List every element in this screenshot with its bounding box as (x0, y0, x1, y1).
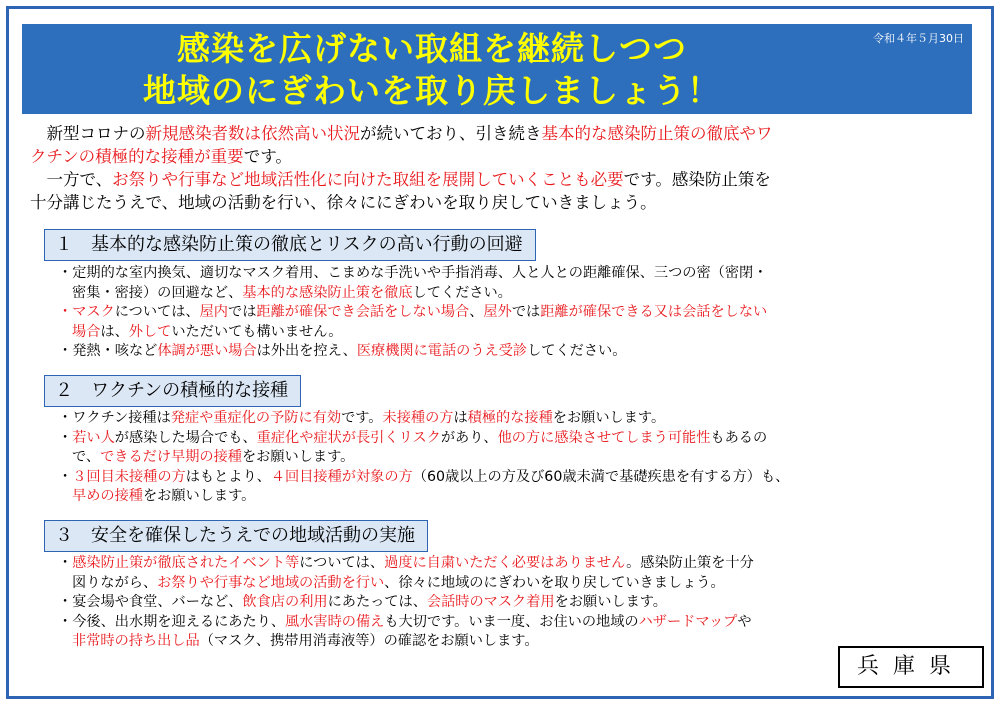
emphasis-text: 体調が悪い場合 (157, 343, 257, 359)
emphasis-text: ３回目未接種の方 (72, 468, 186, 485)
intro-line (30, 191, 975, 214)
body-text: にあたっては、 (327, 594, 427, 610)
body-text: は外出を控え、 (256, 343, 357, 359)
body-text: 新型コロナの (30, 124, 146, 143)
body-text: いただいても構いません。 (171, 323, 343, 340)
emphasis-text: ４回目接種が対象の方 (270, 468, 413, 485)
emphasis-text: 風水害時の備え (285, 613, 385, 630)
body-text: （60歳以上の方及び60歳未満で基礎疾患を有する方）も、 (412, 468, 790, 485)
intro-text (30, 122, 975, 214)
body-text: もあるの (710, 429, 768, 446)
emphasis-text: 若い人 (72, 429, 115, 446)
title-line-2: 地域のにぎわいを取り戻しましょう！ (143, 71, 721, 110)
body-text: では (228, 304, 257, 320)
body-text: は、 (100, 323, 129, 340)
emphasis-text: 医療機関に電話のうえ受診 (356, 343, 528, 359)
emphasis-text: 新規感染者数は依然高い状況 (145, 124, 360, 143)
issue-date: 令和４年５月30日 (873, 32, 964, 45)
emphasis-text: 他の方に感染させてしまう可能性 (497, 429, 711, 446)
body-text: をお願いします。 (142, 488, 256, 504)
body-text: ・ (58, 429, 73, 446)
emphasis-text: ハザードマップ (638, 613, 738, 630)
emphasis-text: 飲食店の利用 (242, 594, 328, 610)
emphasis-text: お祭りや行事など地域活性化に向けた取組を展開していくことも必要 (112, 170, 624, 189)
emphasis-text: 会話時のマスク着用 (426, 594, 555, 610)
body-text: 密集・密接）の回避など、 (72, 284, 243, 301)
section-1-bullets (58, 264, 983, 362)
emphasis-text: ・マスク (58, 304, 115, 320)
emphasis-text: 外して (128, 323, 172, 340)
section-2-heading: ２ ワクチンの積極的な接種 (44, 375, 301, 407)
title-line-1: 感染を広げない取組を継続しつつ (177, 29, 687, 68)
section-3-bullets (58, 554, 983, 652)
body-text: してください。 (527, 343, 627, 359)
emphasis-text: 屋外 (483, 304, 512, 320)
emphasis-text: 基本的な感染防止策の徹底やワ (541, 124, 773, 143)
intro-line (30, 122, 975, 145)
body-text: 。感染防止策を十分 (626, 555, 754, 571)
body-text: ・宴会場や食堂、バーなど、 (58, 594, 243, 610)
bullet-line (58, 487, 983, 507)
bullet-line (58, 468, 983, 488)
section-3-heading: ３ 安全を確保したうえでの地域活動の実施 (44, 520, 428, 552)
emphasis-text: 屋内 (199, 304, 228, 320)
body-text: （マスク、携帯用消毒液等）の確認をお願いします。 (199, 633, 539, 649)
emphasis-text: 重症化や症状が長引くリスク (256, 429, 441, 446)
body-text: 図りながら、 (72, 574, 158, 591)
bullet-line (58, 448, 983, 468)
body-text: は (453, 410, 468, 426)
body-text: ・発熱・咳など (58, 343, 158, 359)
emphasis-text: 基本的な感染防止策を徹底 (242, 284, 413, 301)
body-text: ・定期的な室内換気、適切なマスク着用、こまめな手洗いや手指消毒、人と人との距離確保、三つの密（密閉・ (58, 265, 768, 281)
body-text: ・ (58, 555, 73, 571)
emphasis-text: 積極的な接種 (467, 410, 553, 426)
section-2-bullets (58, 409, 983, 507)
title-banner (22, 24, 972, 114)
body-text: が続いており、引き続き (360, 124, 542, 143)
emphasis-text: お祭りや行事など地域の活動を行い (157, 574, 385, 591)
bullet-line (58, 554, 983, 574)
body-text: については、 (299, 555, 385, 571)
body-text: や (737, 613, 752, 630)
emphasis-text: クチンの積極的な接種が重要 (30, 147, 244, 166)
bullet-line (58, 429, 983, 449)
prefecture-stamp: 兵庫県 (838, 646, 984, 688)
body-text: 一方で、 (30, 170, 113, 189)
emphasis-text: 過度に自粛いただく必要はありません (384, 555, 627, 571)
bullet-line (58, 593, 983, 613)
bullet-line (58, 284, 983, 304)
emphasis-text: できるだけ早期の接種 (100, 449, 242, 465)
section-1-heading: １ 基本的な感染防止策の徹底とリスクの高い行動の回避 (44, 229, 536, 261)
emphasis-text: 場合 (72, 323, 101, 340)
body-text: はもとより、 (185, 468, 271, 485)
body-text: をお願いします。 (554, 594, 667, 610)
body-text: ・ (58, 468, 73, 485)
body-text: があり、 (440, 429, 498, 446)
body-text: です。感染防止策を (623, 170, 771, 189)
emphasis-text: 早めの接種 (72, 488, 143, 504)
body-text: をお願いします。 (241, 449, 355, 465)
bullet-line (58, 303, 983, 323)
body-text: が感染した場合でも、 (114, 429, 257, 446)
bullet-line (58, 264, 983, 284)
body-text: をお願いします。 (552, 410, 666, 426)
emphasis-text: 距離が確保できる又は会話をしない (540, 304, 768, 320)
bullet-line (58, 323, 983, 343)
body-text: 十分講じたうえで、地域の活動を行い、徐々ににぎわいを取り戻していきましょう。 (30, 193, 657, 212)
body-text: 、 (469, 304, 484, 320)
body-text: です。 (243, 147, 292, 166)
bullet-line (58, 574, 983, 594)
body-text: については、 (114, 304, 200, 320)
body-text: です。 (341, 410, 383, 426)
emphasis-text: 非常時の持ち出し品 (72, 633, 200, 649)
body-text: 、徐々に地域のにぎわいを取り戻していきましょう。 (384, 574, 725, 591)
bullet-line (58, 613, 983, 633)
emphasis-text: 未接種の方 (382, 410, 454, 426)
body-text: では (511, 304, 541, 320)
body-text: ・今後、出水期を迎えるにあたり、 (58, 613, 286, 630)
emphasis-text: 発症や重症化の予防に有効 (170, 410, 342, 426)
bullet-line (58, 409, 983, 429)
bullet-line (58, 342, 983, 362)
emphasis-text: 距離が確保でき会話をしない場合 (256, 304, 470, 320)
intro-line (30, 168, 975, 191)
intro-line (30, 145, 975, 168)
body-text: も大切です。いま一度、お住いの地域の (384, 613, 639, 630)
body-text: ・ワクチン接種は (58, 410, 171, 426)
emphasis-text: 感染防止策が徹底されたイベント等 (72, 555, 300, 571)
body-text: で、 (72, 449, 101, 465)
body-text: してください。 (412, 284, 512, 301)
